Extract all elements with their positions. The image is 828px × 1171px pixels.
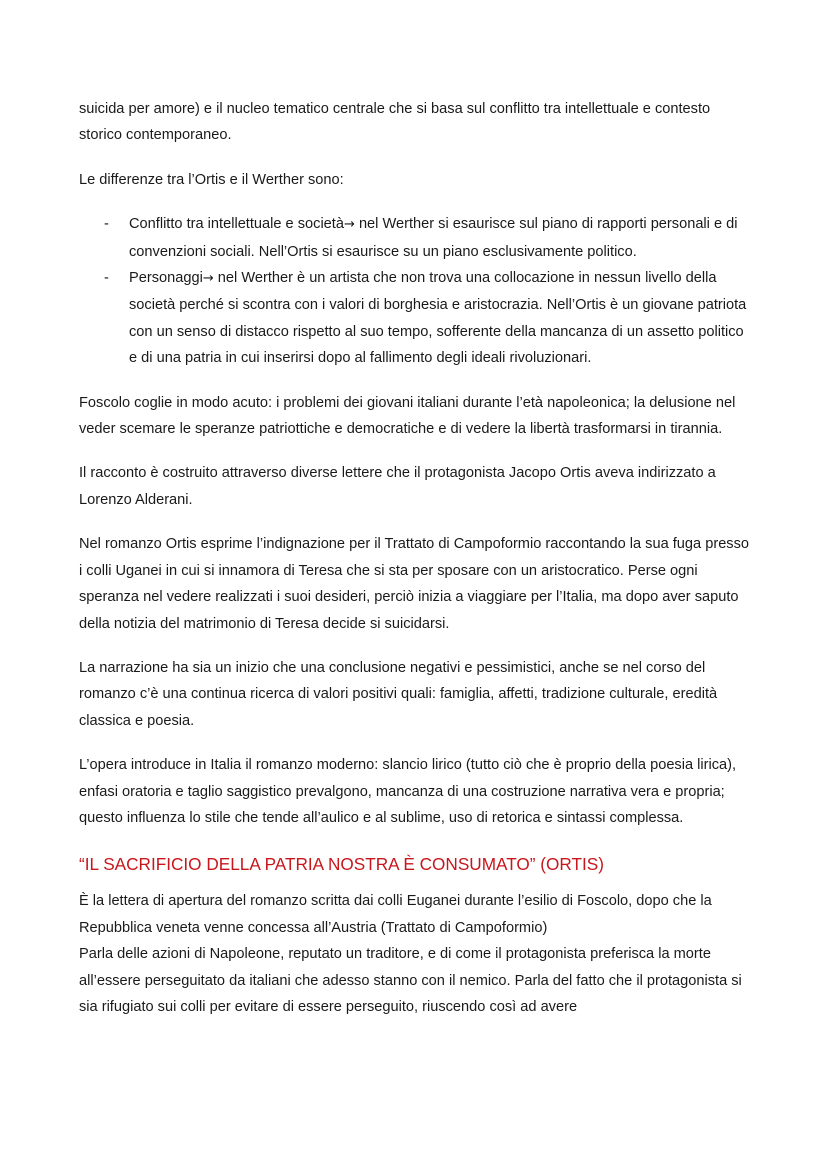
difference-item-characters: [104, 265, 751, 372]
section-paragraph-napoleone: Parla delle azioni di Napoleone, reputato un traditore, e di come il protagonista preferisca la morte all’essere perseguitato da italiani che adesso stanno con il nemico. Parla del fatto che il protagonista si sia rifugiato sui colli per evitare di essere perseguito, riuscendo così ad avere: [79, 946, 742, 1015]
paragraph-racconto: Il racconto è costruito attraverso diverse lettere che il protagonista Jacopo Ortis aveva indirizzato a Lorenzo Alderani.: [79, 465, 716, 508]
difference-term: Conflitto tra intellettuale e società: [129, 216, 344, 233]
section-paragraph-opening: È la lettera di apertura del romanzo scritta dai colli Euganei durante l’esilio di Foscolo, dopo che la Repubblica veneta venne concessa all’Austria (Trattato di Campoformio): [79, 893, 712, 936]
document-page: [79, 96, 751, 1020]
section-heading: “IL SACRIFICIO DELLA PATRIA NOSTRA È CONSUMATO” (ORTIS): [79, 854, 604, 875]
intro-paragraph: suicida per amore) e il nucleo tematico centrale che si basa sul conflitto tra intellettuale e contesto storico contemporaneo.: [79, 101, 711, 144]
difference-text: nel Werther è un artista che non trova una collocazione in nessun livello della società perché si scontra con i valori di borghesia e aristocrazia. Nell’Ortis è un giovane patriota con un senso di distacco rispetto al suo tempo, sofferente della mancanza di un assetto politico e di una patria in cui inserirsi dopo al fallimento degli ideali rivoluzionari.: [129, 270, 747, 367]
paragraph-foscolo: Foscolo coglie in modo acuto: i problemi dei giovani italiani durante l’età napoleonica; la delusione nel veder scemare le speranze patriottiche e democratiche e di vedere la libertà trasformarsi in tirannia.: [79, 394, 736, 438]
difference-text: nel Werther si esaurisce sul piano di rapporti personali e di convenzioni sociali. Nell’Ortis si esaurisce su un piano esclusivamente politico.: [129, 216, 738, 260]
paragraph-opera: L’opera introduce in Italia il romanzo moderno: slancio lirico (tutto ciò che è proprio della poesia lirica), enfasi oratoria e taglio saggistico prevalgono, mancanza di una costruzione narrativa vera e propria; questo influenza lo stile che tende all’aulico e al sublime, uso di retorica e sintassi complessa.: [79, 757, 737, 826]
list-dash: -: [104, 270, 109, 287]
differences-intro: Le differenze tra l’Ortis e il Werther sono:: [79, 171, 344, 188]
list-dash: -: [104, 216, 109, 233]
difference-item-conflict: [104, 211, 751, 265]
paragraph-romanzo: Nel romanzo Ortis esprime l’indignazione per il Trattato di Campoformio raccontando la sua fuga presso i colli Uganei in cui si innamora di Teresa che si sta per sposare con un aristocratico. Perse ogni speranza nel vedere realizzati i suoi desideri, perciò inizia a viaggiare per l’Italia, ma dopo aver saputo della notizia del matrimonio di Teresa decide si suicidarsi.: [79, 536, 750, 632]
arrow-right-icon: →: [343, 217, 355, 233]
arrow-right-icon: →: [202, 271, 214, 287]
paragraph-narrazione: La narrazione ha sia un inizio che una conclusione negativi e pessimistici, anche se nel corso del romanzo c’è una continua ricerca di valori positivi quali: famiglia, affetti, tradizione culturale, eredità classica e poesia.: [79, 659, 718, 729]
difference-term: Personaggi: [129, 270, 203, 287]
differences-list: [79, 211, 751, 371]
